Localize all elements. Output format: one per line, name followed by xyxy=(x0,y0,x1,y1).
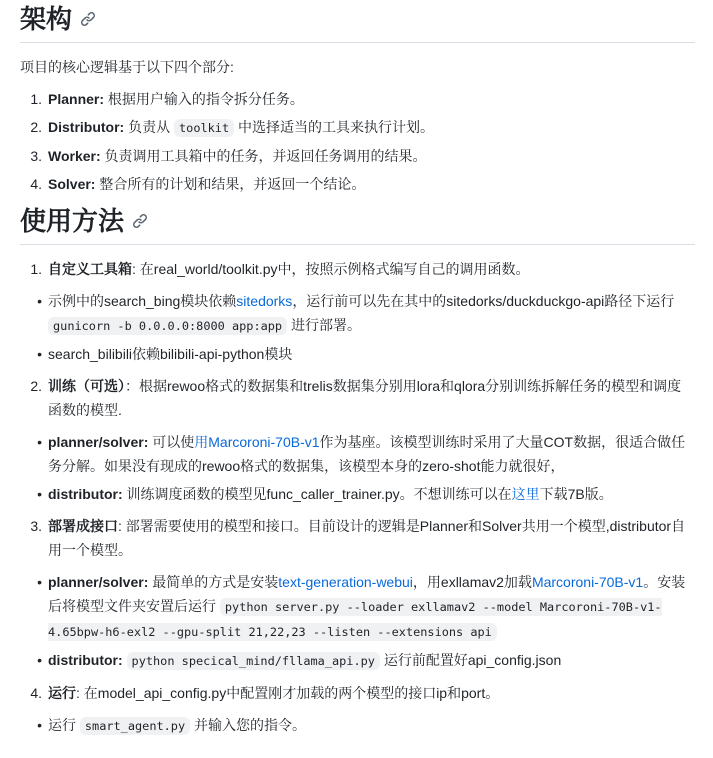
bullet-marker: • xyxy=(37,434,42,450)
text-run: : 在model_api_config.py中配置刚才加载的两个模型的接口ip和port。 xyxy=(76,685,500,701)
list-item xyxy=(37,482,695,506)
text-run: 下载7B版。 xyxy=(539,486,613,502)
inline-code: gunicorn -b 0.0.0.0:8000 app:app xyxy=(48,317,287,335)
list-item xyxy=(37,570,695,644)
bullet-list xyxy=(20,430,695,506)
text-run: 。安装后将模型文件夹安置后运行 xyxy=(48,574,686,614)
link[interactable]: 这里 xyxy=(511,486,540,502)
bold-text: planner/solver: xyxy=(48,434,149,450)
text-run: 负责从 xyxy=(124,119,174,135)
list-number: 2. xyxy=(30,378,42,394)
text-run: ，用exllamav2加载 xyxy=(412,574,532,590)
text-run: 最简单的方式是安装 xyxy=(148,574,279,590)
list-item xyxy=(30,514,695,562)
list-item xyxy=(37,289,695,338)
list-item xyxy=(37,430,695,478)
list-item xyxy=(30,172,695,196)
list-item xyxy=(30,374,695,422)
bullet-list xyxy=(20,713,695,738)
text-run xyxy=(123,652,127,668)
text-run: 示例中的search_bing模块依赖 xyxy=(48,293,237,309)
text-run: 中选择适当的工具来执行计划。 xyxy=(234,119,435,135)
bold-text: distributor: xyxy=(48,652,123,668)
text-run: ：根据rewoo格式的数据集和trelis数据集分别用lora和qlora分别训练拆解任务的模型和调度函数的模型. xyxy=(48,378,682,418)
bullet-marker: • xyxy=(37,652,42,668)
list-number: 2. xyxy=(30,119,42,135)
text-run: : 部署需要使用的模型和接口。目前设计的逻辑是Planner和Solver共用一个模型,distributor自用一个模型。 xyxy=(48,518,686,558)
list-item xyxy=(37,342,695,366)
text-run: ，运行前可以先在其中的sitedorks/duckduckgo-api路径下运行 xyxy=(292,293,675,309)
text-run: search_bilibili依赖bilibili-api-python模块 xyxy=(48,346,293,362)
bold-text: Planner: xyxy=(48,91,105,107)
bullet-marker: • xyxy=(37,293,42,309)
list-item xyxy=(30,87,695,111)
bold-text: Solver: xyxy=(48,176,96,192)
text-run: : 在real_world/toolkit.py中，按照示例格式编写自己的调用函数。 xyxy=(132,261,530,277)
ordered-list xyxy=(20,87,695,196)
text-run: 作为基座。该模型训练时采用了大量COT数据，很适合做任务分解。如果没有现成的rewoo格式的数据集，该模型本身的zero-shot能力就很好， xyxy=(48,434,686,474)
list-number: 4. xyxy=(30,176,42,192)
inline-code: toolkit xyxy=(174,119,234,137)
bullet-marker: • xyxy=(37,717,42,733)
paragraph xyxy=(20,55,695,79)
list-item xyxy=(37,648,695,673)
bold-text: Worker: xyxy=(48,148,101,164)
text-run: 进行部署。 xyxy=(287,317,361,333)
list-item xyxy=(37,713,695,738)
link[interactable]: Marcoroni-70B-v1 xyxy=(531,574,644,590)
bold-text: Distributor: xyxy=(48,119,125,135)
section-heading xyxy=(20,204,695,245)
bold-text: 部署成接口 xyxy=(48,518,118,534)
heading-anchor-link[interactable] xyxy=(80,11,96,27)
list-item xyxy=(30,115,695,140)
text-run: 项目的核心逻辑基于以下四个部分: xyxy=(20,59,234,75)
list-number: 4. xyxy=(30,685,42,701)
bold-text: planner/solver: xyxy=(48,574,149,590)
bullet-marker: • xyxy=(37,486,42,502)
bold-text: distributor: xyxy=(48,486,123,502)
text-run: 整合所有的计划和结果，并返回一个结论。 xyxy=(95,176,366,192)
ordered-list xyxy=(20,374,695,422)
text-run: 运行 xyxy=(48,717,80,733)
list-item xyxy=(30,144,695,168)
bullet-list xyxy=(20,289,695,366)
bullet-list xyxy=(20,570,695,673)
text-run: 根据用户输入的指令拆分任务。 xyxy=(104,91,304,107)
list-number: 1. xyxy=(30,91,42,107)
link[interactable]: 用Marcoroni-70B-v1 xyxy=(194,434,320,450)
inline-code: python server.py --loader exllamav2 --model Marcoroni-70B-v1-4.65bpw-h6-exl2 --gpu-split 21,22,23 --listen --extensions api xyxy=(48,600,662,639)
link-icon xyxy=(80,11,96,27)
text-run: 可以使 xyxy=(148,434,195,450)
ordered-list xyxy=(20,681,695,705)
bullet-marker: • xyxy=(37,574,42,590)
bold-text: 运行 xyxy=(48,685,76,701)
list-number: 1. xyxy=(30,261,42,277)
text-run: 并输入您的指令。 xyxy=(190,717,307,733)
heading-anchor-link[interactable] xyxy=(132,213,148,229)
bold-text: 训练（可选） xyxy=(48,378,125,394)
heading-title: 架构 xyxy=(20,4,73,34)
text-run: 训练调度函数的模型见func_caller_trainer.py。不想训练可以在 xyxy=(122,486,512,502)
section-heading xyxy=(20,2,695,43)
ordered-list xyxy=(20,514,695,562)
list-number: 3. xyxy=(30,148,42,164)
link[interactable]: text-generation-webui xyxy=(278,574,413,590)
list-item xyxy=(30,257,695,281)
text-run: 运行前配置好api_config.json xyxy=(379,652,562,668)
inline-code: smart_agent.py xyxy=(80,717,190,735)
link-icon xyxy=(132,213,148,229)
ordered-list xyxy=(20,257,695,281)
inline-code: python specical_mind/fllama_api.py xyxy=(127,652,380,670)
link[interactable]: sitedorks xyxy=(236,293,293,309)
list-number: 3. xyxy=(30,518,42,534)
text-run: 负责调用工具箱中的任务，并返回任务调用的结果。 xyxy=(100,148,427,164)
bold-text: 自定义工具箱 xyxy=(48,261,132,277)
bullet-marker: • xyxy=(37,346,42,362)
list-item xyxy=(30,681,695,705)
heading-title: 使用方法 xyxy=(20,206,125,236)
